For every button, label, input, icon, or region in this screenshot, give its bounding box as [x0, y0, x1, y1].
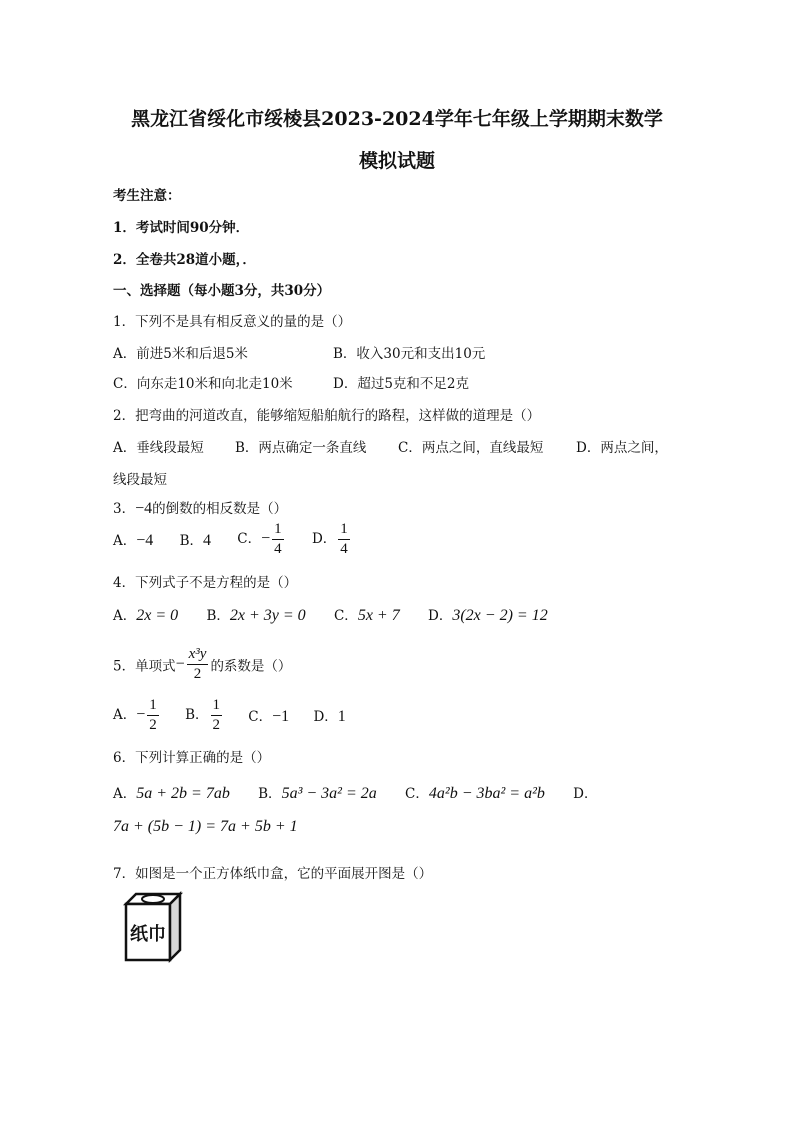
- q5-sign: −: [175, 655, 185, 673]
- q3-option-c: [237, 522, 285, 557]
- q4-option-b: [206, 608, 305, 624]
- q3-suffix: 的倒数的相反数是（）: [152, 501, 288, 517]
- q6-option-d-label: D．: [573, 786, 598, 802]
- q4-option-a: [113, 608, 178, 624]
- notice-heading: 考生注意：: [113, 188, 181, 204]
- q3-prefix: 3．: [113, 501, 136, 517]
- q4-options: [113, 604, 548, 625]
- q2-option-a: A．垂线段最短: [113, 440, 204, 456]
- q5-a-denominator: 2: [149, 717, 157, 733]
- q3-d-denominator: 4: [340, 541, 348, 557]
- q6-option-b: [258, 786, 377, 802]
- q2-option-d-cont: 线段最短: [113, 472, 167, 488]
- tissue-box-drawing: [114, 890, 190, 964]
- q3-d-numerator: 1: [338, 522, 350, 540]
- q3-expr: −4: [135, 500, 153, 517]
- q5-d-label: D．: [313, 709, 338, 725]
- q5-option-c: [248, 705, 289, 726]
- q3-a-label: A．: [113, 533, 137, 549]
- q6-d-value: 7a + (5b − 1) = 7a + 5b + 1: [113, 818, 298, 835]
- q5-a-numerator: 1: [147, 698, 159, 716]
- q1-stem: 1．下列不是具有相反意义的量的是（）: [113, 314, 352, 330]
- q3-option-a: [113, 529, 153, 550]
- q5-b-denominator: 2: [212, 717, 220, 733]
- q7-stem: 7．如图是一个正方体纸巾盒，它的平面展开图是（）: [113, 866, 433, 882]
- q1-option-b: B．收入30元和支出10元: [333, 346, 486, 362]
- q6-options: [113, 782, 598, 803]
- tissue-box-figure: [114, 890, 190, 964]
- q5-a-fraction: [147, 698, 159, 733]
- q1-option-a: A．前进5米和后退5米: [113, 346, 248, 362]
- q5-a-sign: −: [136, 706, 146, 723]
- page-subtitle: 模拟试题: [358, 150, 435, 172]
- q5-c-label: C．: [248, 709, 273, 725]
- q5-option-b: [185, 698, 224, 733]
- q5-denominator: 2: [193, 666, 202, 682]
- q6-option-a: [113, 786, 230, 802]
- q3-b-value: 4: [203, 532, 211, 549]
- q5-fraction: [187, 647, 209, 682]
- q3-option-d: [312, 522, 352, 557]
- q4-c-label: C．: [333, 608, 358, 624]
- q3-c-denominator: 4: [274, 541, 282, 557]
- q6-stem: 6．下列计算正确的是（）: [113, 750, 271, 766]
- q5-option-a: [113, 698, 161, 733]
- q3-d-label: D．: [311, 531, 337, 547]
- q3-option-b: [180, 529, 211, 550]
- notice-item-1: 1．考试时间90分钟．: [113, 220, 250, 236]
- notice-item-2: 2．全卷共28道小题，．: [113, 252, 256, 268]
- q3-c-numerator: 1: [272, 522, 284, 540]
- q5-b-label: B．: [185, 707, 209, 723]
- q3-options: [113, 522, 352, 557]
- q4-option-d: [428, 608, 548, 624]
- q5-b-fraction: [211, 698, 223, 733]
- box-opening: [142, 895, 164, 903]
- q5-b-numerator: 1: [211, 698, 223, 716]
- q4-stem: 4．下列式子不是方程的是（）: [113, 575, 298, 591]
- q6-option-c: [405, 786, 545, 802]
- q4-d-value: 3(2x − 2) = 12: [452, 607, 548, 624]
- q2-stem: 2．把弯曲的河道改直，能够缩短船舶航行的路程，这样做的道理是（）: [113, 408, 541, 424]
- q4-b-value: 2x + 3y = 0: [229, 607, 306, 624]
- q6-c-label: C．: [405, 786, 429, 802]
- q6-b-label: B．: [258, 786, 282, 802]
- q6-c-value: 4a²b − 3ba² = a²b: [428, 785, 545, 802]
- page-title: 黑龙江省绥化市绥棱县2023-2024学年七年级上学期期末数学: [131, 108, 663, 130]
- q5-c-value: −1: [272, 708, 290, 725]
- q4-d-label: D．: [428, 608, 453, 624]
- q5-numerator: x³y: [187, 647, 209, 665]
- q5-a-label: A．: [113, 707, 137, 723]
- q5-prefix: 5．单项式: [113, 658, 176, 675]
- q4-c-value: 5x + 7: [357, 607, 400, 624]
- q3-c-fraction: [272, 522, 284, 557]
- q2-option-d: D．两点之间，: [576, 440, 668, 456]
- q5-suffix: 的系数是（）: [210, 658, 292, 675]
- q5-stem: [113, 647, 291, 682]
- box-label: 纸巾: [130, 924, 166, 945]
- box-side-face: [170, 894, 180, 960]
- q6-a-value: 5a + 2b = 7ab: [136, 785, 230, 802]
- q4-a-label: A．: [113, 608, 137, 624]
- q3-stem: [113, 497, 287, 518]
- q2-option-c: C．两点之间，直线最短: [398, 440, 544, 456]
- q6-a-label: A．: [113, 786, 137, 802]
- q4-option-c: [334, 608, 400, 624]
- q4-a-value: 2x = 0: [136, 607, 179, 624]
- q6-b-value: 5a³ − 3a² = 2a: [281, 785, 377, 802]
- section-heading: 一、选择题（每小题3分，共30分）: [113, 283, 331, 299]
- q3-c-sign: −: [261, 530, 271, 547]
- q5-d-value: 1: [337, 708, 346, 725]
- q1-option-c: C．向东走10米和向北走10米: [113, 376, 293, 392]
- q3-c-label: C．: [237, 531, 262, 547]
- q5-option-d: [313, 705, 345, 726]
- q3-d-fraction: [338, 522, 350, 557]
- q1-option-d: D．超过5克和不足2克: [333, 376, 470, 392]
- q5-options: [113, 698, 346, 733]
- q3-a-value: −4: [136, 532, 154, 549]
- q6-option-d: [113, 818, 298, 836]
- q3-b-label: B．: [179, 533, 203, 549]
- q2-option-b: B．两点确定一条直线: [235, 440, 367, 456]
- q4-b-label: B．: [206, 608, 230, 624]
